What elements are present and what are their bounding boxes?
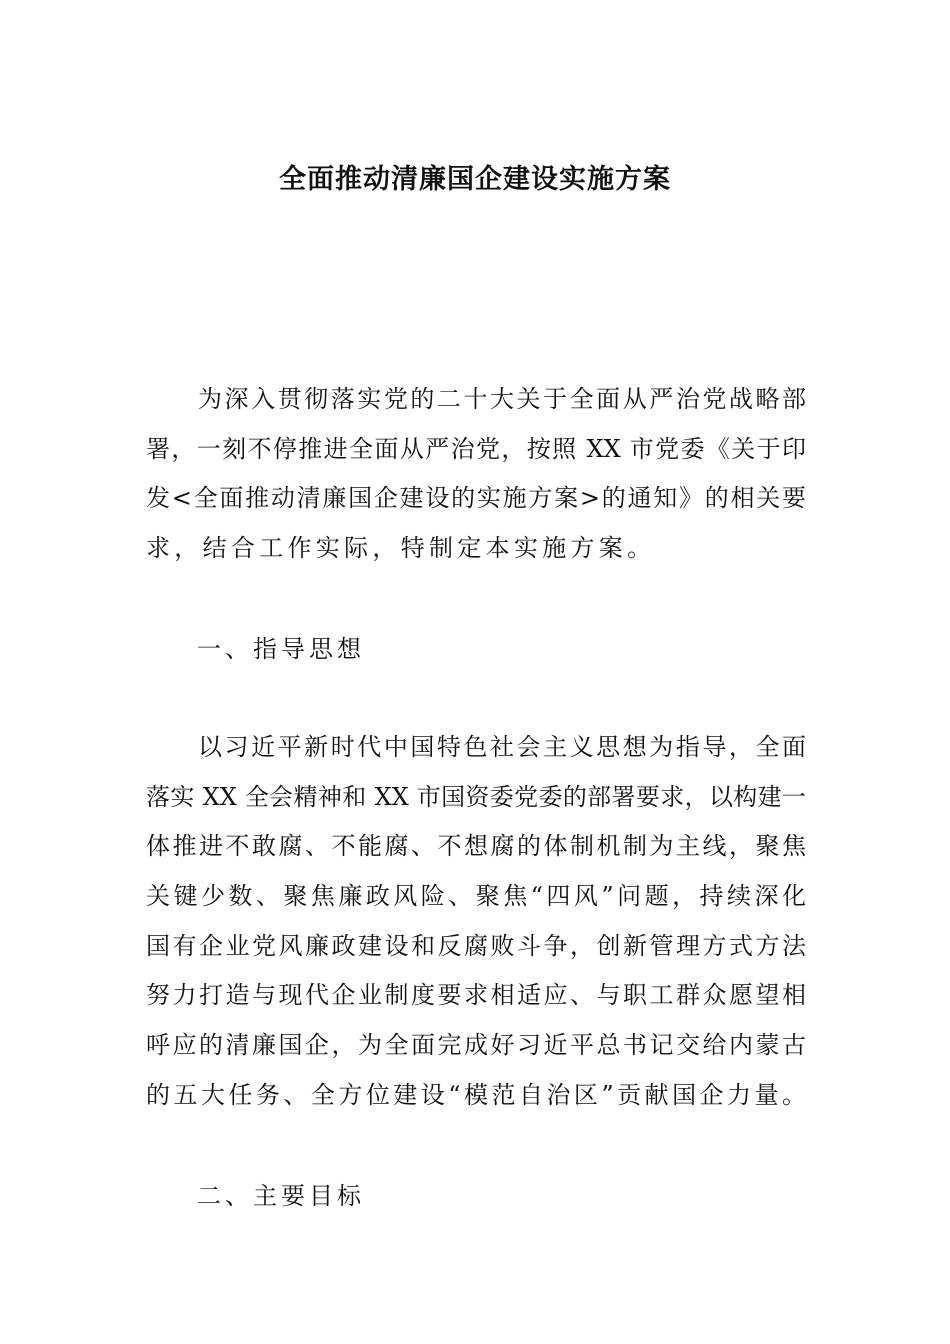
text-line: 呼应的清廉国企，为全面完成好习近平总书记交给内蒙古 <box>146 1031 806 1060</box>
text-line: 发<全面推动清廉国企建设的实施方案>的通知》的相关要 <box>146 484 806 513</box>
text-line: 关键少数、聚焦廉政风险、聚焦“四风”问题，持续深化 <box>146 882 806 911</box>
text-line: 的五大任务、全方位建设“模范自治区”贡献国企力量。 <box>146 1080 806 1109</box>
text-line: 为深入贯彻落实党的二十大关于全面从严治党战略部 <box>198 385 806 413</box>
intro-paragraph <box>146 375 806 574</box>
text-line: 国有企业党风廉政建设和反腐败斗争，创新管理方式方法 <box>146 931 806 960</box>
section-heading-guiding-ideology: 一、指导思想 <box>197 635 365 663</box>
text-line: 以习近平新时代中国特色社会主义思想为指导，全面 <box>198 733 806 761</box>
text-line: 落实 XX 全会精神和 XX 市国资委党委的部署要求，以构建一 <box>146 782 806 811</box>
text-line: 努力打造与现代企业制度要求相适应、与职工群众愿望相 <box>146 981 806 1010</box>
guiding-paragraph <box>146 723 806 1121</box>
text-line: 体推进不敢腐、不能腐、不想腐的体制机制为主线，聚焦 <box>146 832 806 861</box>
text-line: 求，结合工作实际，特制定本实施方案。 <box>146 534 656 563</box>
text-line: 署，一刻不停推进全面从严治党，按照 XX 市党委《关于印 <box>146 434 806 463</box>
section-heading-main-goals: 二、主要目标 <box>197 1182 365 1210</box>
document-title: 全面推动清廉国企建设实施方案 <box>279 164 671 195</box>
